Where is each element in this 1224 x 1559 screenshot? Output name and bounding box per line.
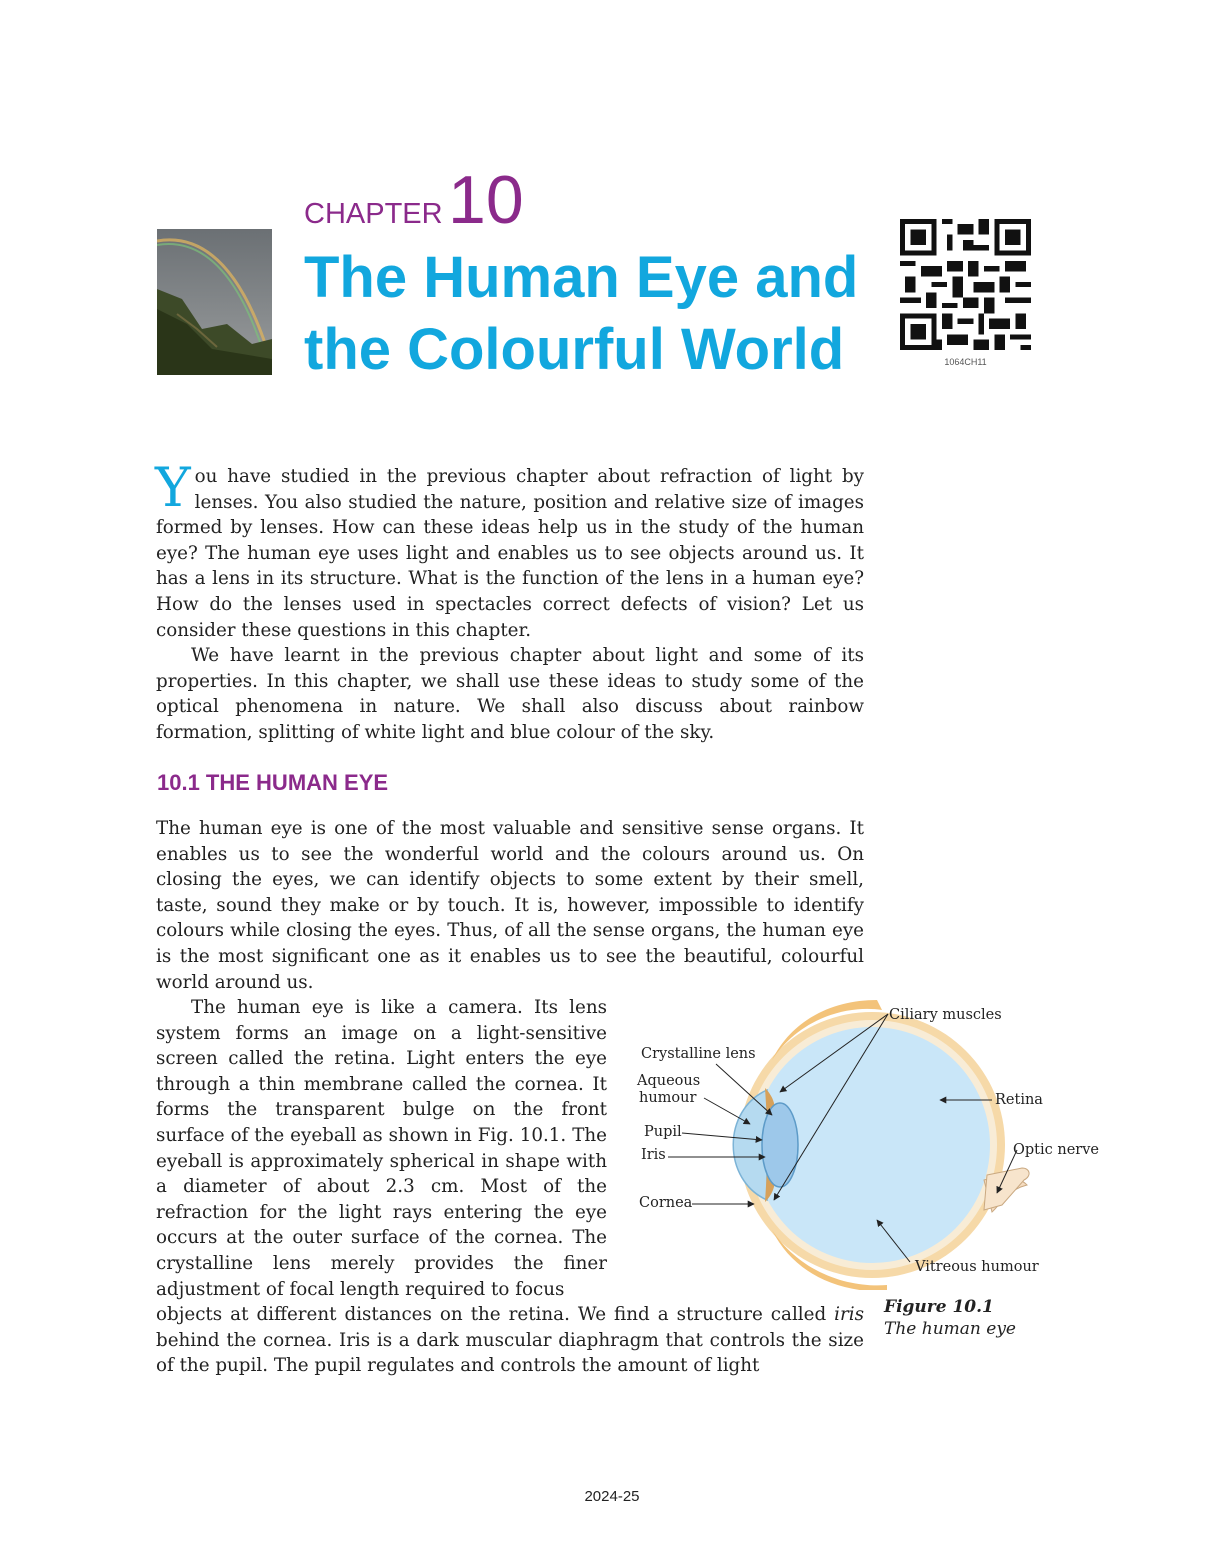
- label-crystalline-lens: Crystalline lens: [641, 1046, 756, 1062]
- figure-caption: The human eye: [884, 1319, 1016, 1339]
- iris-term: iris: [834, 1304, 864, 1325]
- label-iris: Iris: [641, 1147, 666, 1163]
- label-retina: Retina: [995, 1092, 1043, 1108]
- chapter-title: [304, 242, 864, 386]
- section-paragraph-2-wrapped: The human eye is like a camera. Its lens system forms an image on a light-sensitive screen called the retina. Light enters the eye through a thin membrane called the cornea. It forms the transparent bulge on the front surface of the eyeball as shown in Fig. 10.1. The eyeball is approximately spherical in shape with a diameter of about 2.3 cm. Most of the refraction for the light rays entering the eye occurs at the outer surface of the cornea. The crystalline lens merely provides the finer adjustment of focal length required to focus: [156, 997, 607, 1300]
- qr-code-icon[interactable]: [900, 219, 1031, 350]
- section-heading: 10.1 THE HUMAN EYE: [157, 770, 389, 795]
- title-line-2: the Colourful World: [304, 317, 845, 382]
- qr-code-id: 1064CH11: [944, 357, 987, 367]
- label-cornea: Cornea: [639, 1195, 693, 1211]
- label-pupil: Pupil: [644, 1124, 682, 1140]
- figure-number: Figure 10.1: [884, 1297, 994, 1317]
- label-aqueous-2: humour: [639, 1090, 697, 1106]
- drop-cap: Y: [155, 456, 191, 519]
- eye-diagram: [632, 1000, 1112, 1290]
- label-aqueous-1: Aqueous: [637, 1073, 701, 1089]
- label-optic-nerve: Optic nerve: [1013, 1142, 1099, 1158]
- rainbow-photo: [157, 229, 272, 375]
- intro-text-1: ou have studied in the previous chapter about refraction of light by lenses. You also studied the nature, position and relative size of images formed by lenses. How can these ideas help us in the study of the human eye? The human eye uses light and enables us to see objects around us. It has a lens in its structure. What is the function of the lens in a human eye? How do the lenses used in spectacles correct defects of vision? Let us consider these questions in this chapter.: [156, 466, 864, 641]
- intro-paragraph-2: We have learnt in the previous chapter about light and some of its properties. In this chapter, we shall use these ideas to study some of the optical phenomena in nature. We shall also discuss about rainbow formation, splitting of white light and blue colour of the sky.: [156, 645, 864, 743]
- label-vitreous-humour: Vitreous humour: [915, 1259, 1039, 1275]
- chapter-number: 10: [448, 162, 524, 238]
- section-paragraph-1: The human eye is one of the most valuable and sensitive sense organs. It enables us to see the wonderful world and the colours around us. On closing the eyes, we can identify objects to some extent by their smell, taste, sound they make or by touch. It is, however, impossible to identify colours while closing the eyes. Thus, of all the sense organs, the human eye is the most significant one as it enables us to see the beautiful, colourful world around us.: [156, 818, 864, 993]
- label-ciliary-muscles: Ciliary muscles: [889, 1007, 1002, 1023]
- page-footer-year: 2024-25: [584, 1488, 640, 1505]
- para-text-a: objects at different distances on the retina. We find a structure called: [156, 1304, 835, 1325]
- para-text-b: behind the cornea. Iris is a dark muscular diaphragm that controls the size of the pupil. The pupil regulates and controls the amount of light: [156, 1329, 864, 1377]
- section-paragraph-2-continued: [156, 1302, 864, 1379]
- chapter-label: CHAPTER: [304, 198, 443, 230]
- intro-paragraph-1: [155, 456, 864, 643]
- title-line-1: The Human Eye and: [304, 245, 859, 310]
